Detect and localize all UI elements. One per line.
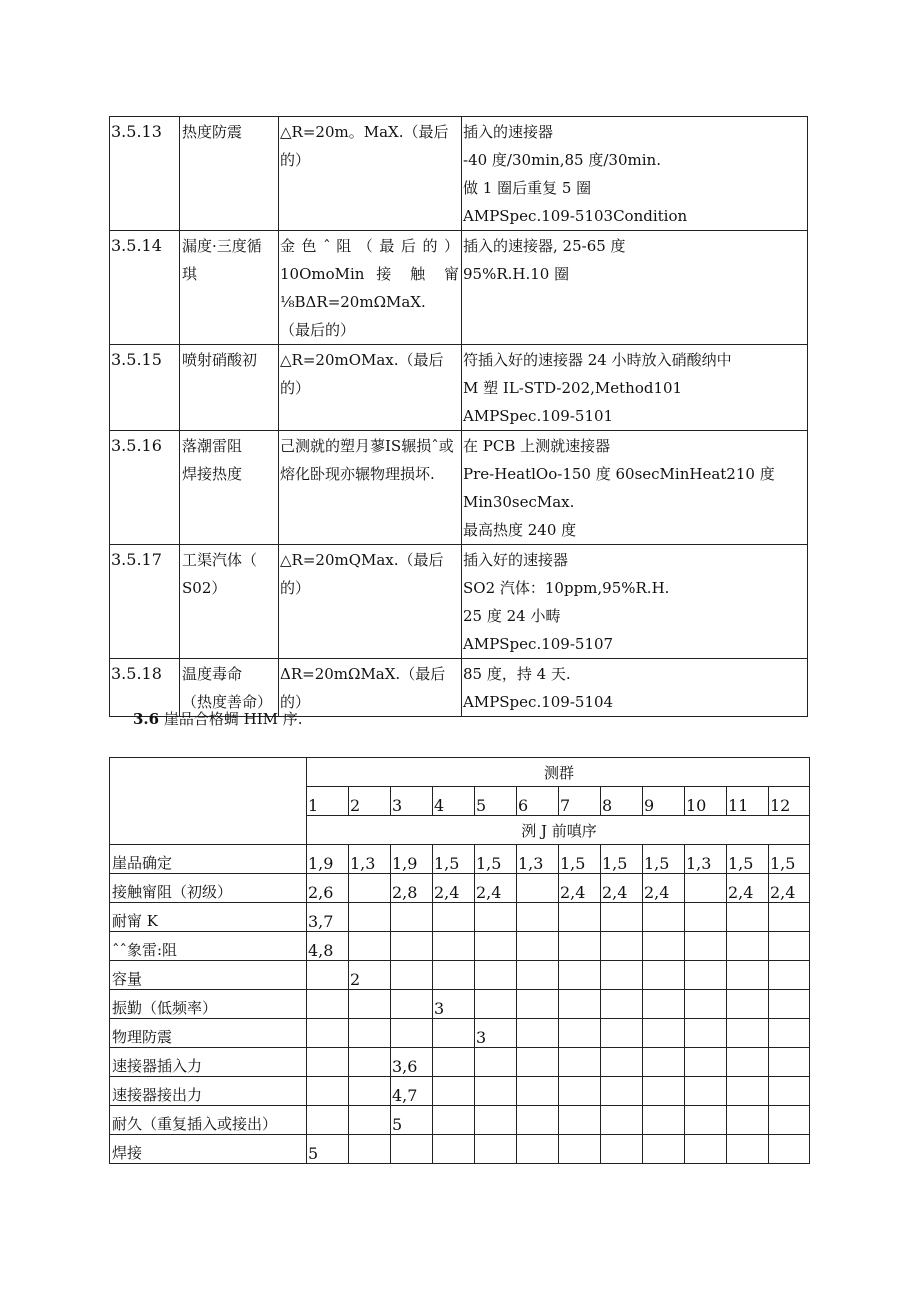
- test-sequence-row: [110, 932, 810, 961]
- sequence-cell: [643, 932, 685, 961]
- sequence-cell: [769, 903, 810, 932]
- test-item-row: [110, 431, 808, 545]
- sequence-cell: [433, 1077, 475, 1106]
- condition-line: 做 1 圈后重复 5 圈: [463, 179, 592, 197]
- requirement-line: 熔化卧现亦辗物理损坏.: [280, 465, 435, 483]
- group-number: 8: [601, 787, 643, 816]
- test-items-table: [109, 116, 808, 717]
- condition-line: M 塑 IL-STD-202,Method101: [463, 379, 683, 397]
- condition-line: 在 PCB 上测就速接器: [463, 437, 611, 455]
- sequence-cell: [433, 903, 475, 932]
- sequence-cell: [559, 903, 601, 932]
- test-label: 速接器插入力: [110, 1048, 307, 1077]
- sequence-cell: [559, 932, 601, 961]
- sequence-cell: [769, 1048, 810, 1077]
- sequence-cell: [601, 903, 643, 932]
- requirement-line: ⅛BΔR=20mΩMaX.: [280, 293, 426, 311]
- section-number: 3.6: [133, 710, 160, 728]
- test-sequence-row: [110, 1077, 810, 1106]
- test-sequence-row: [110, 874, 810, 903]
- test-label: 速接器接出力: [110, 1077, 307, 1106]
- sequence-cell: [349, 1019, 391, 1048]
- sequence-cell: [517, 1106, 559, 1135]
- sequence-cell: [769, 990, 810, 1019]
- sequence-cell: [391, 990, 433, 1019]
- sequence-cell: [643, 1106, 685, 1135]
- sequence-cell: [433, 1019, 475, 1048]
- condition-line: AMPSpec.109-5103Condition: [463, 207, 688, 225]
- sequence-cell: 2,8: [391, 874, 433, 903]
- sequence-cell: [349, 874, 391, 903]
- sequence-cell: [559, 1077, 601, 1106]
- sequence-cell: [643, 990, 685, 1019]
- sequence-cell: [727, 1019, 769, 1048]
- test-label: 崖品确定: [110, 845, 307, 874]
- sequence-cell: [349, 1048, 391, 1077]
- sequence-cell: 4,8: [307, 932, 349, 961]
- condition-line: AMPSpec.109-5104: [463, 693, 614, 711]
- sequence-cell: [727, 961, 769, 990]
- test-item-id-text: 3.5.16: [111, 436, 162, 455]
- sequence-cell: [391, 1135, 433, 1164]
- sequence-cell: [601, 1135, 643, 1164]
- sequence-cell: [307, 1077, 349, 1106]
- sequence-cell: 3,7: [307, 903, 349, 932]
- test-label: 容量: [110, 961, 307, 990]
- test-label: 焊接: [110, 1135, 307, 1164]
- sequence-cell: [307, 1019, 349, 1048]
- requirement-line: △R=20mQMax.（最后: [280, 551, 444, 569]
- requirement-line: 己测就的塑月蓼IS辗损ˆ或: [280, 437, 454, 455]
- sequence-cell: [685, 1077, 727, 1106]
- sequence-cell: [433, 1106, 475, 1135]
- test-item-row: [110, 117, 808, 231]
- test-item-requirement: [279, 345, 462, 431]
- condition-line: 85 度，持 4 天.: [463, 665, 571, 683]
- group-header-row: [110, 758, 810, 787]
- requirement-line: 10OmoMin 接 触 甯: [280, 265, 459, 283]
- condition-line: 插入好的速接器: [463, 551, 569, 569]
- sequence-cell: [433, 961, 475, 990]
- sequence-cell: [643, 1077, 685, 1106]
- condition-line: Min30secMax.: [463, 493, 575, 511]
- condition-line: 最高热度 240 度: [463, 521, 577, 539]
- sequence-cell: [433, 932, 475, 961]
- requirement-line: △R=20mOMax.（最后: [280, 351, 444, 369]
- sequence-cell: [559, 1048, 601, 1077]
- name-line: 焊接热度: [182, 465, 243, 483]
- requirement-line: 的）: [280, 379, 311, 397]
- sequence-cell: [517, 1135, 559, 1164]
- test-item-condition: [462, 345, 808, 431]
- sequence-cell: [685, 903, 727, 932]
- test-item-condition: [462, 545, 808, 659]
- sequence-cell: 2: [349, 961, 391, 990]
- test-item-id-text: 3.5.14: [111, 236, 162, 255]
- test-item-condition: [462, 117, 808, 231]
- group-header: 测群: [307, 758, 810, 787]
- test-sequence-row: [110, 845, 810, 874]
- group-number: 7: [559, 787, 601, 816]
- name-line: 琪: [182, 265, 198, 283]
- test-item-condition: [462, 431, 808, 545]
- test-item-row: [110, 345, 808, 431]
- sequence-cell: [559, 1106, 601, 1135]
- sequence-cell: [307, 1106, 349, 1135]
- sequence-cell: 1,9: [391, 845, 433, 874]
- sequence-cell: 1,3: [349, 845, 391, 874]
- sequence-cell: [769, 1077, 810, 1106]
- sequence-cell: 1,5: [601, 845, 643, 874]
- sequence-cell: 4,7: [391, 1077, 433, 1106]
- requirement-line: △R=20m。MaX.（最后: [280, 123, 449, 141]
- test-item-id-text: 3.5.17: [111, 550, 162, 569]
- sequence-cell: [517, 874, 559, 903]
- sequence-cell: [391, 932, 433, 961]
- sequence-cell: [601, 932, 643, 961]
- sequence-cell: 2,4: [727, 874, 769, 903]
- name-line: S02）: [182, 579, 227, 597]
- test-sequence-row: [110, 961, 810, 990]
- condition-line: 符插入好的速接器 24 小時放入硝酸纳中: [463, 351, 732, 369]
- name-line: 工渠汽体（: [182, 551, 258, 569]
- sequence-cell: [517, 1048, 559, 1077]
- sequence-cell: [517, 1019, 559, 1048]
- sequence-cell: [559, 1135, 601, 1164]
- sequence-cell: 2,4: [475, 874, 517, 903]
- corner-cell: [110, 758, 307, 845]
- test-item-condition: [462, 659, 808, 717]
- sequence-cell: [643, 961, 685, 990]
- sequence-cell: [769, 1106, 810, 1135]
- test-sequence-row: [110, 1048, 810, 1077]
- test-item-requirement: [279, 659, 462, 717]
- sequence-cell: [307, 990, 349, 1019]
- test-label: ˆˆ象雷:阻: [110, 932, 307, 961]
- test-item-name: [180, 431, 279, 545]
- test-items-body: [110, 117, 808, 717]
- sequence-cell: [433, 1048, 475, 1077]
- sequence-cell: [685, 990, 727, 1019]
- name-line: 热度防震: [182, 123, 243, 141]
- sequence-cell: 1,5: [769, 845, 810, 874]
- sequence-cell: [601, 1019, 643, 1048]
- sequence-cell: [475, 1077, 517, 1106]
- test-sequence-table: [109, 757, 810, 1164]
- sequence-cell: [433, 1135, 475, 1164]
- sequence-cell: 2,6: [307, 874, 349, 903]
- test-item-id: [110, 431, 180, 545]
- test-item-id-text: 3.5.15: [111, 350, 162, 369]
- test-sequence-row: [110, 1135, 810, 1164]
- sequence-cell: [601, 1077, 643, 1106]
- sequence-cell: [307, 1048, 349, 1077]
- condition-line: 插入的速接器, 25-65 度: [463, 237, 626, 255]
- sequence-cell: [475, 932, 517, 961]
- condition-line: -40 度/30min,85 度/30min.: [463, 151, 661, 169]
- sequence-cell: [769, 932, 810, 961]
- sequence-cell: [475, 961, 517, 990]
- test-item-name: [180, 117, 279, 231]
- requirement-line: 的）: [280, 693, 311, 711]
- sequence-cell: [517, 990, 559, 1019]
- sequence-cell: [685, 1048, 727, 1077]
- sequence-cell: [559, 990, 601, 1019]
- test-sequence-row: [110, 903, 810, 932]
- sequence-cell: 2,4: [433, 874, 475, 903]
- sequence-cell: [601, 961, 643, 990]
- sequence-cell: 5: [307, 1135, 349, 1164]
- sequence-cell: [349, 932, 391, 961]
- requirement-line: 的）: [280, 579, 311, 597]
- sequence-cell: [685, 1135, 727, 1164]
- sequence-cell: [685, 874, 727, 903]
- sequence-cell: [601, 1048, 643, 1077]
- sequence-header: 洌 J 前嗔序: [307, 816, 810, 845]
- test-item-id: [110, 117, 180, 231]
- name-line: 漏度·三度循: [182, 237, 262, 255]
- test-item-row: [110, 231, 808, 345]
- test-item-id: [110, 345, 180, 431]
- sequence-cell: [517, 932, 559, 961]
- sequence-cell: [643, 1019, 685, 1048]
- test-item-id: [110, 231, 180, 345]
- requirement-line: ΔR=20mΩMaX.（最后: [280, 665, 446, 683]
- sequence-cell: [727, 1106, 769, 1135]
- sequence-cell: [727, 932, 769, 961]
- sequence-cell: [727, 990, 769, 1019]
- sequence-cell: [685, 961, 727, 990]
- sequence-cell: [643, 1135, 685, 1164]
- test-item-condition: [462, 231, 808, 345]
- sequence-cell: 2,4: [559, 874, 601, 903]
- sequence-cell: [769, 961, 810, 990]
- group-number: 12: [769, 787, 810, 816]
- sequence-cell: [517, 961, 559, 990]
- requirement-line: 金 色 ˆ 阻 （ 最 后 的 ）: [280, 237, 459, 255]
- test-item-id-text: 3.5.13: [111, 122, 162, 141]
- sequence-cell: [475, 1135, 517, 1164]
- sequence-cell: 2,4: [601, 874, 643, 903]
- sequence-cell: [349, 1135, 391, 1164]
- sequence-cell: [349, 1106, 391, 1135]
- test-item-id-text: 3.5.18: [111, 664, 162, 683]
- sequence-cell: 1,5: [727, 845, 769, 874]
- sequence-cell: [643, 1048, 685, 1077]
- sequence-cell: 1,5: [433, 845, 475, 874]
- sequence-cell: [685, 932, 727, 961]
- sequence-cell: 5: [391, 1106, 433, 1135]
- requirement-line: 的）: [280, 151, 311, 169]
- sequence-cell: [643, 903, 685, 932]
- name-line: 落潮雷阻: [182, 437, 243, 455]
- test-item-name: [180, 345, 279, 431]
- sequence-cell: 3,6: [391, 1048, 433, 1077]
- sequence-cell: [685, 1019, 727, 1048]
- condition-line: 25 度 24 小畴: [463, 607, 561, 625]
- test-label: 耐久（重复插入或接出）: [110, 1106, 307, 1135]
- sequence-cell: [391, 1019, 433, 1048]
- condition-line: SO2 汽体：10ppm,95%R.H.: [463, 579, 670, 597]
- sequence-cell: [349, 1077, 391, 1106]
- sequence-cell: [601, 1106, 643, 1135]
- sequence-cell: [601, 990, 643, 1019]
- condition-line: 95%R.H.10 圈: [463, 265, 570, 283]
- name-line: 喷射硝酸初: [182, 351, 258, 369]
- test-item-name: [180, 231, 279, 345]
- test-item-name: [180, 545, 279, 659]
- sequence-cell: [475, 1106, 517, 1135]
- sequence-cell: [685, 1106, 727, 1135]
- sequence-cell: [475, 990, 517, 1019]
- requirement-line: （最后的）: [280, 321, 356, 339]
- test-sequence-row: [110, 1106, 810, 1135]
- test-sequence-row: [110, 990, 810, 1019]
- section-heading: [133, 708, 303, 729]
- test-item-requirement: [279, 431, 462, 545]
- condition-line: Pre-HeatlOo-150 度 60secMinHeat210 度: [463, 465, 775, 483]
- sequence-cell: 1,5: [559, 845, 601, 874]
- condition-line: AMPSpec.109-5101: [463, 407, 614, 425]
- sequence-cell: [391, 903, 433, 932]
- group-number: 6: [517, 787, 559, 816]
- group-number: 1: [307, 787, 349, 816]
- sequence-cell: 3: [475, 1019, 517, 1048]
- sequence-cell: [769, 1135, 810, 1164]
- test-item-id: [110, 545, 180, 659]
- sequence-cell: [475, 903, 517, 932]
- sequence-cell: 1,3: [685, 845, 727, 874]
- name-line: 温度毒命: [182, 665, 243, 683]
- sequence-cell: 1,5: [643, 845, 685, 874]
- sequence-cell: [517, 903, 559, 932]
- group-number: 3: [391, 787, 433, 816]
- group-number: 4: [433, 787, 475, 816]
- test-label: 振勤（低频率）: [110, 990, 307, 1019]
- name-line: （热度善命）: [182, 693, 273, 711]
- sequence-cell: 1,3: [517, 845, 559, 874]
- group-number: 2: [349, 787, 391, 816]
- group-number: 5: [475, 787, 517, 816]
- sequence-cell: [349, 990, 391, 1019]
- test-sequence-row: [110, 1019, 810, 1048]
- sequence-cell: [769, 1019, 810, 1048]
- test-label: 接触甯阻（初级）: [110, 874, 307, 903]
- group-number: 11: [727, 787, 769, 816]
- sequence-cell: [517, 1077, 559, 1106]
- section-title: 崖品合格蜩 HIM 序.: [163, 710, 303, 728]
- sequence-cell: [727, 1135, 769, 1164]
- test-label: 物理防震: [110, 1019, 307, 1048]
- sequence-cell: 3: [433, 990, 475, 1019]
- sequence-cell: [727, 903, 769, 932]
- sequence-cell: 2,4: [769, 874, 810, 903]
- sequence-cell: [349, 903, 391, 932]
- sequence-cell: 1,9: [307, 845, 349, 874]
- test-item-row: [110, 545, 808, 659]
- sequence-cell: [727, 1048, 769, 1077]
- group-number: 10: [685, 787, 727, 816]
- condition-line: AMPSpec.109-5107: [463, 635, 614, 653]
- sequence-cell: [559, 1019, 601, 1048]
- test-sequence-body: [110, 758, 810, 1164]
- condition-line: 插入的速接器: [463, 123, 554, 141]
- sequence-cell: 1,5: [475, 845, 517, 874]
- test-item-requirement: [279, 545, 462, 659]
- sequence-cell: [727, 1077, 769, 1106]
- test-item-requirement: [279, 231, 462, 345]
- sequence-cell: [475, 1048, 517, 1077]
- sequence-cell: [391, 961, 433, 990]
- sequence-cell: 2,4: [643, 874, 685, 903]
- test-label: 耐甯 K: [110, 903, 307, 932]
- test-item-requirement: [279, 117, 462, 231]
- sequence-cell: [559, 961, 601, 990]
- group-number: 9: [643, 787, 685, 816]
- sequence-cell: [307, 961, 349, 990]
